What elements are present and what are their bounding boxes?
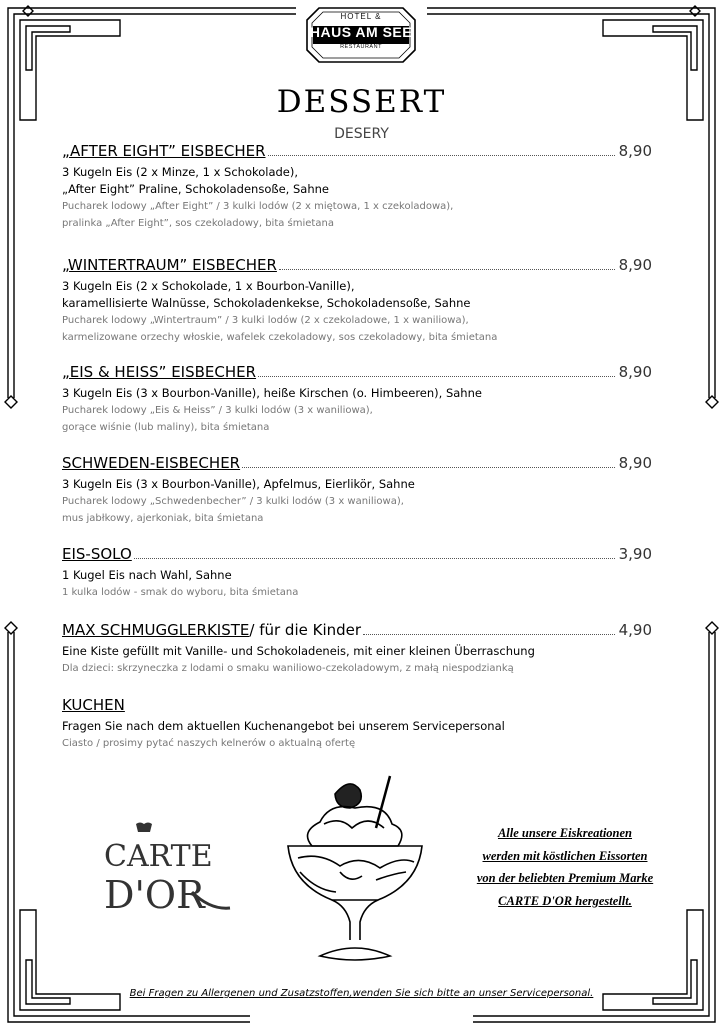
item-desc-pl: 1 kulka lodów - smak do wyboru, bita śmietana <box>62 587 299 598</box>
item-name: „EIS & HEISS” EISBECHER <box>62 363 257 381</box>
item-desc-de: 3 Kugeln Eis (3 x Bourbon-Vanille), heiße Kirschen (o. Himbeeren), Sahne <box>62 386 482 400</box>
note-line: von der beliebten Premium Marke <box>476 871 654 885</box>
menu-item <box>62 621 652 677</box>
item-desc-de: 3 Kugeln Eis (2 x Schokolade, 1 x Bourbon-Vanille), <box>62 279 355 293</box>
item-price: 8,90 <box>618 454 652 472</box>
logo-top-text: HOTEL & <box>340 12 382 21</box>
item-desc-pl: Pucharek lodowy „Wintertraum” / 3 kulki lodów (2 x czekoladowe, 1 x waniliowa), <box>62 315 469 326</box>
item-name: EIS-SOLO <box>62 545 132 563</box>
leader-dots <box>363 634 615 635</box>
hotel-logo <box>299 4 423 66</box>
item-desc-de: „After Eight” Praline, Schokoladensoße, Sahne <box>62 182 329 196</box>
item-price: 8,90 <box>618 363 652 381</box>
leader-dots <box>134 558 615 559</box>
item-desc-pl: karmelizowane orzechy włoskie, wafelek czekoladowy, sos czekoladowy, bita śmietana <box>62 332 498 343</box>
item-price: 3,90 <box>618 545 652 563</box>
carte-text: CARTE <box>104 839 213 874</box>
item-name-extra: / für die Kinder <box>249 621 362 639</box>
item-name: SCHWEDEN-EISBECHER <box>62 454 241 472</box>
item-desc-pl: pralinka „After Eight”, sos czekoladowy, bita śmietana <box>62 218 334 229</box>
item-price: 4,90 <box>618 621 652 639</box>
logo-bottom-text: RESTAURANT <box>340 44 382 50</box>
item-desc-de: 3 Kugeln Eis (2 x Minze, 1 x Schokolade), <box>62 165 299 179</box>
carte-dor-logo <box>100 822 240 922</box>
menu-item <box>62 142 652 232</box>
item-desc-pl: Pucharek lodowy „Schwedenbecher” / 3 kulki lodów (3 x waniliowa), <box>62 496 404 507</box>
item-desc-pl: Dla dzieci: skrzyneczka z lodami o smaku waniliowo-czekoladowym, z małą niespodzianką <box>62 663 514 674</box>
logo-main-text: HAUS AM SEE <box>309 24 413 40</box>
item-desc-de: Eine Kiste gefüllt mit Vanille- und Schokoladeneis, mit einer kleinen Überraschung <box>62 644 535 658</box>
sundae-illustration-icon <box>280 772 430 972</box>
item-desc-pl: mus jabłkowy, ajerkoniak, bita śmietana <box>62 513 264 524</box>
menu-item <box>62 256 652 346</box>
item-price: 8,90 <box>618 142 652 160</box>
menu-item <box>62 454 652 527</box>
page-subtitle: DESERY <box>334 126 389 142</box>
leader-dots <box>242 467 615 468</box>
ice-cream-note <box>450 822 680 912</box>
note-line: Alle unsere Eiskreationen <box>497 826 633 840</box>
menu-item <box>62 363 652 436</box>
item-name: „WINTERTRAUM” EISBECHER <box>62 256 277 274</box>
item-name: „AFTER EIGHT” EISBECHER <box>62 142 266 160</box>
item-desc-pl: Ciasto / prosimy pytać naszych kelnerów o aktualną ofertę <box>62 738 356 749</box>
leader-dots <box>258 376 615 377</box>
dor-text: D'OR <box>104 873 205 917</box>
leader-dots <box>268 155 615 156</box>
page-title: DESSERT <box>276 84 447 120</box>
item-name: MAX SCHMUGGLERKISTE <box>62 621 250 639</box>
item-desc-de: Fragen Sie nach dem aktuellen Kuchenangebot bei unserem Servicepersonal <box>62 719 505 733</box>
item-price: 8,90 <box>618 256 652 274</box>
item-name: KUCHEN <box>62 696 125 714</box>
note-line: werden mit köstlichen Eissorten <box>482 848 648 863</box>
menu-item <box>62 545 652 601</box>
carte-dor-mark-icon <box>100 822 240 922</box>
note-line: CARTE D'OR hergestellt. <box>498 893 632 908</box>
menu-item <box>62 696 652 752</box>
item-desc-de: 3 Kugeln Eis (3 x Bourbon-Vanille), Apfelmus, Eierlikör, Sahne <box>62 477 415 491</box>
item-desc-pl: Pucharek lodowy „Eis & Heiss” / 3 kulki lodów (3 x waniliowa), <box>62 405 373 416</box>
leader-dots <box>279 269 615 270</box>
item-desc-pl: Pucharek lodowy „After Eight” / 3 kulki lodów (2 x miętowa, 1 x czekoladowa), <box>62 201 454 212</box>
item-desc-de: 1 Kugel Eis nach Wahl, Sahne <box>62 568 232 582</box>
item-desc-pl: gorące wiśnie (lub maliny), bita śmietana <box>62 422 270 433</box>
allergen-footer: Bei Fragen zu Allergenen und Zusatzstoffen,wenden Sie sich bitte an unser Servicepersonal. <box>129 988 594 999</box>
item-desc-de: karamellisierte Walnüsse, Schokoladenkekse, Schokoladensoße, Sahne <box>62 296 471 310</box>
